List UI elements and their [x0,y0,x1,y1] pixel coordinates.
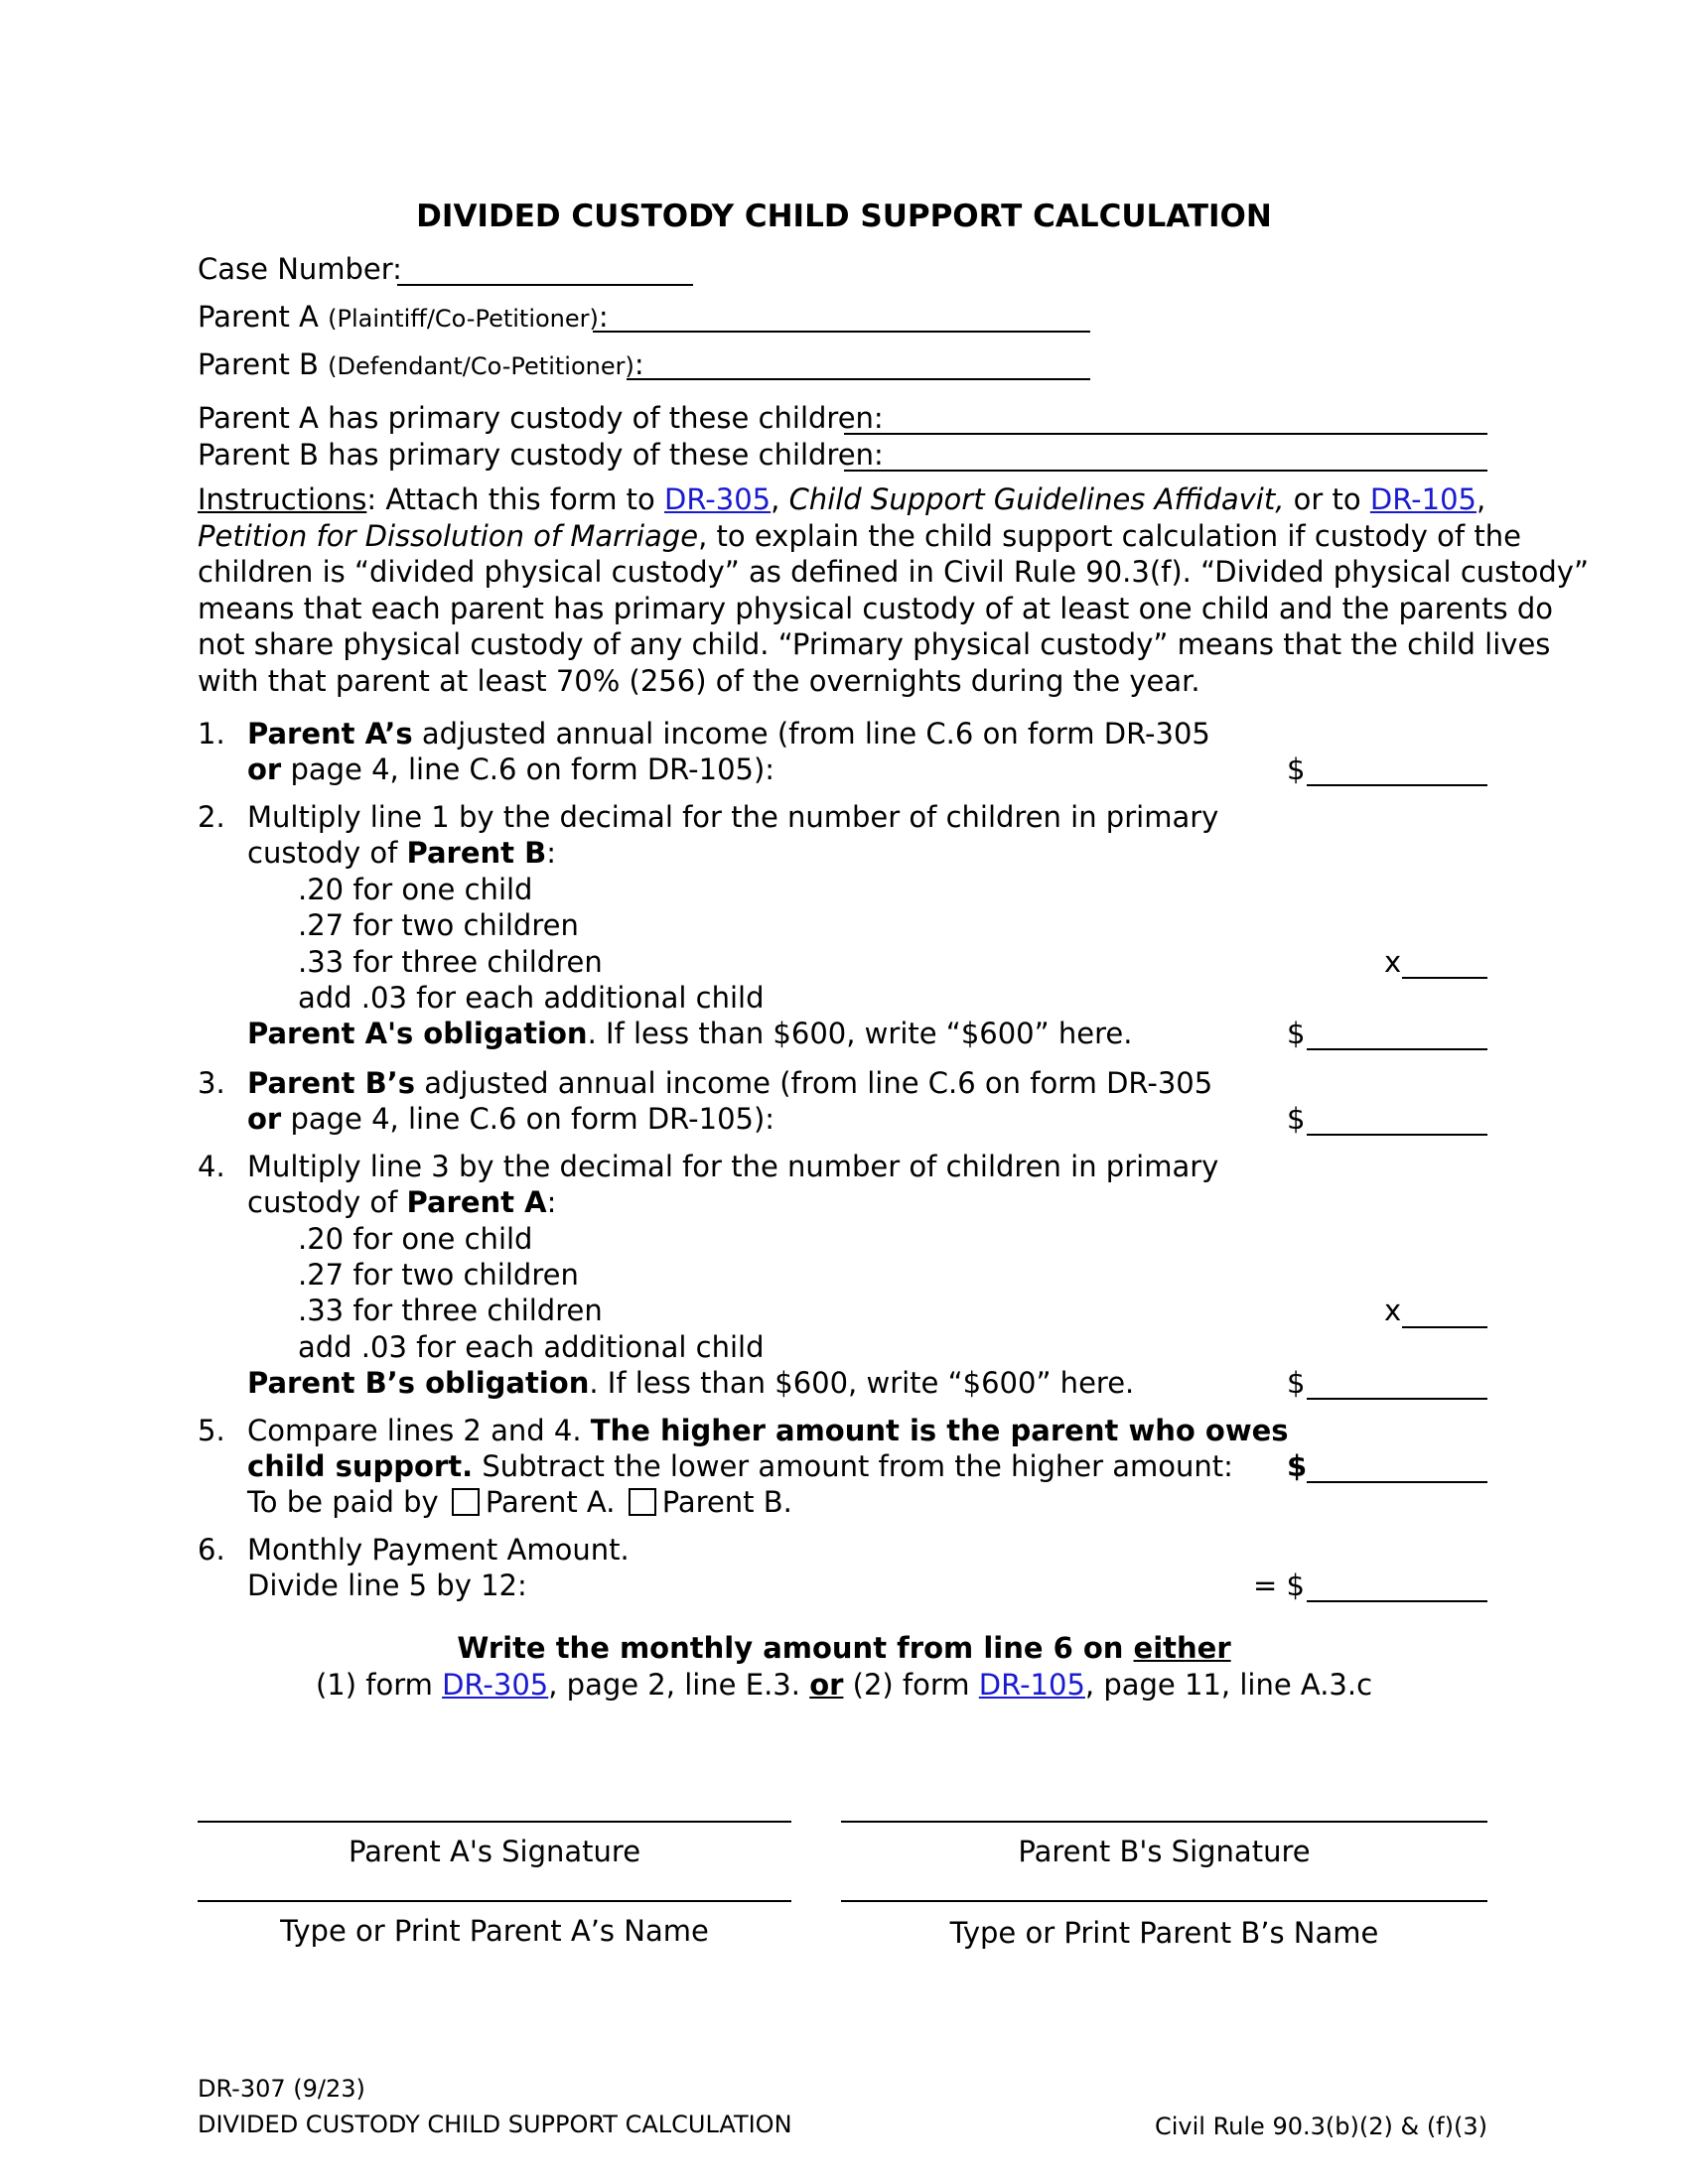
footer-rule: Civil Rule 90.3(b)(2) & (f)(3) [1154,2113,1487,2140]
parent-b-name-print-field[interactable] [841,1900,1487,1902]
parent-a-checkbox[interactable] [452,1488,480,1516]
page-title: DIVIDED CUSTODY CHILD SUPPORT CALCULATION [416,199,1272,234]
item-2-text: custody of [247,836,407,870]
item-number: 5. [198,1414,225,1447]
line-2-amount-field[interactable] [1307,1048,1487,1050]
item-2-line2 [247,836,556,870]
footer-form-title: DIVIDED CUSTODY CHILD SUPPORT CALCULATION [198,2111,792,2138]
instructions-text: , [771,482,789,516]
item-3-bold: Parent B’s [247,1066,416,1100]
instructions-italic: Child Support Guidelines Affidavit, [788,482,1285,516]
item-number: 2. [198,800,225,834]
parent-b-custody-field[interactable] [844,470,1487,472]
decimal-three-children: .33 for three children [298,945,603,979]
item-5-line1 [247,1414,1289,1447]
instructions-label: Instructions [198,482,367,516]
write-text: , page 2, line E.3. [548,1668,810,1702]
item-5-bold: The higher amount is the parent who owes [590,1414,1289,1447]
link-dr105[interactable]: DR-105 [978,1668,1085,1702]
item-2-text: : [546,836,557,870]
item-1-bold: Parent A’s [247,717,413,751]
decimal-additional: add .03 for each additional child [298,981,765,1015]
parent-a-label: Parent A [198,300,319,334]
parent-a-signature-field[interactable] [198,1821,791,1823]
item-number: 3. [198,1066,225,1100]
colon: : [598,300,609,334]
item-4-line1: Multiply line 3 by the decimal for the number of children in primary [247,1150,1219,1183]
parent-a-name-print-field[interactable] [198,1900,791,1902]
parent-a-label-row [198,300,609,334]
item-4-text: : [546,1185,557,1219]
item-6-line2: Divide line 5 by 12: [247,1569,527,1602]
parent-b-label: Parent B [198,347,319,381]
instructions [198,481,1589,699]
instructions-text: : Attach this form to [366,482,664,516]
item-2-line1: Multiply line 1 by the decimal for the number of children in primary [247,800,1219,834]
footer-form-id: DR-307 (9/23) [198,2075,365,2103]
item-5-line3 [247,1485,792,1519]
write-text: , page 11, line A.3.c [1084,1668,1373,1702]
decimal-one-child: .20 for one child [298,1222,533,1256]
item-2-obligation-bold: Parent A's obligation [247,1017,588,1050]
line-5-amount-field[interactable] [1307,1481,1487,1483]
colon: : [633,347,644,381]
parent-b-signature-label: Parent B's Signature [1018,1835,1311,1868]
instructions-text: not share physical custody of any child. “Primary physical custody” means that the child lives [198,627,1551,661]
item-4-text: custody of [247,1185,407,1219]
dollar-sign: $ [1287,1017,1306,1050]
parent-a-sub: (Plaintiff/Co-Petitioner) [328,305,599,333]
instructions-italic: Petition for Dissolution of Marriage [198,518,699,553]
parent-a-name-label: Type or Print Parent A’s Name [280,1914,709,1948]
parent-b-name-field[interactable] [627,378,1090,380]
item-5-text: Compare lines 2 and 4. [247,1414,591,1447]
decimal-one-child: .20 for one child [298,873,533,906]
parent-b-signature-field[interactable] [841,1821,1487,1823]
x-sign: x [1384,945,1402,979]
item-1-text: adjusted annual income (from line C.6 on form DR-305 [412,717,1210,751]
dollar-sign: $ [1287,1102,1306,1136]
dollar-sign: $ [1287,1366,1306,1400]
line-6-amount-field[interactable] [1307,1600,1487,1602]
item-4-line2 [247,1185,556,1219]
parent-a-custody-label: Parent A has primary custody of these children: [198,401,884,435]
dollar-sign: $ [1287,752,1306,786]
write-instruction-line1 [0,1631,1688,1665]
write-either: either [1133,1631,1231,1665]
line-4-amount-field[interactable] [1307,1398,1487,1400]
x-sign: x [1384,1294,1402,1327]
line-2-decimal-field[interactable] [1402,977,1487,979]
link-dr305[interactable]: DR-305 [442,1668,549,1702]
item-5-text: Subtract the lower amount from the higher amount: [473,1449,1233,1483]
to-be-paid-label: To be paid by [247,1485,439,1519]
item-3-or: or [247,1102,282,1136]
item-4-text: . If less than $600, write “$600” here. [589,1366,1135,1400]
item-number: 4. [198,1150,225,1183]
instructions-text: children is “divided physical custody” as defined in Civil Rule 90.3(f). “Divided physical custody” [198,555,1589,589]
parent-a-signature-label: Parent A's Signature [348,1835,641,1868]
line-1-amount-field[interactable] [1307,784,1487,786]
item-number: 1. [198,717,225,751]
item-4-obligation [247,1366,1134,1400]
instructions-text: means that each parent has primary physical custody of at least one child and the parents do [198,591,1554,625]
line-3-amount-field[interactable] [1307,1134,1487,1136]
item-2-bold: Parent B [406,836,547,870]
item-1-line2 [247,752,774,786]
item-3-line1 [247,1066,1212,1100]
item-1-or: or [247,752,282,786]
parent-b-label-row [198,347,644,381]
parent-a-option: Parent A. [485,1485,616,1519]
equals-dollar: = $ [1253,1569,1305,1602]
item-1-line1 [247,717,1210,751]
parent-b-sub: (Defendant/Co-Petitioner) [328,352,634,380]
parent-b-name-label: Type or Print Parent B’s Name [949,1916,1379,1950]
decimal-two-children: .27 for two children [298,1258,579,1292]
case-number-field[interactable] [397,284,693,286]
item-1-text: page 4, line C.6 on form DR-105): [281,752,775,786]
link-dr105[interactable]: DR-105 [1369,482,1477,516]
item-4-bold: Parent A [406,1185,547,1219]
item-3-text: page 4, line C.6 on form DR-105): [281,1102,775,1136]
item-2-obligation [247,1017,1132,1050]
instructions-text: , [1477,482,1486,516]
item-3-line2 [247,1102,774,1136]
dollar-sign: $ [1287,1449,1308,1483]
parent-a-custody-field[interactable] [844,433,1487,435]
link-dr305[interactable]: DR-305 [664,482,772,516]
instructions-text: , to explain the child support calculation if custody of the [698,518,1521,553]
item-6-line1: Monthly Payment Amount. [247,1533,630,1567]
case-number-label: Case Number: [198,252,402,286]
line-4-decimal-field[interactable] [1402,1326,1487,1328]
parent-a-name-field[interactable] [593,331,1090,333]
item-5-bold: child support. [247,1449,474,1483]
item-2-text: . If less than $600, write “$600” here. [587,1017,1133,1050]
decimal-two-children: .27 for two children [298,908,579,942]
write-or: or [809,1668,844,1702]
parent-b-custody-label: Parent B has primary custody of these children: [198,438,884,472]
instructions-text: or to [1284,482,1370,516]
parent-b-option: Parent B. [661,1485,792,1519]
instructions-text: with that parent at least 70% (256) of the overnights during the year. [198,663,1200,698]
write-text: (1) form [315,1668,443,1702]
write-bold: Write the monthly amount from line 6 on [457,1631,1134,1665]
write-instruction-line2 [0,1668,1688,1702]
decimal-additional: add .03 for each additional child [298,1330,765,1364]
decimal-three-children: .33 for three children [298,1294,603,1327]
parent-b-checkbox[interactable] [629,1488,656,1516]
item-4-obligation-bold: Parent B’s obligation [247,1366,590,1400]
item-number: 6. [198,1533,225,1567]
item-5-line2 [247,1449,1233,1483]
write-text: (2) form [843,1668,979,1702]
item-3-text: adjusted annual income (from line C.6 on form DR-305 [415,1066,1213,1100]
